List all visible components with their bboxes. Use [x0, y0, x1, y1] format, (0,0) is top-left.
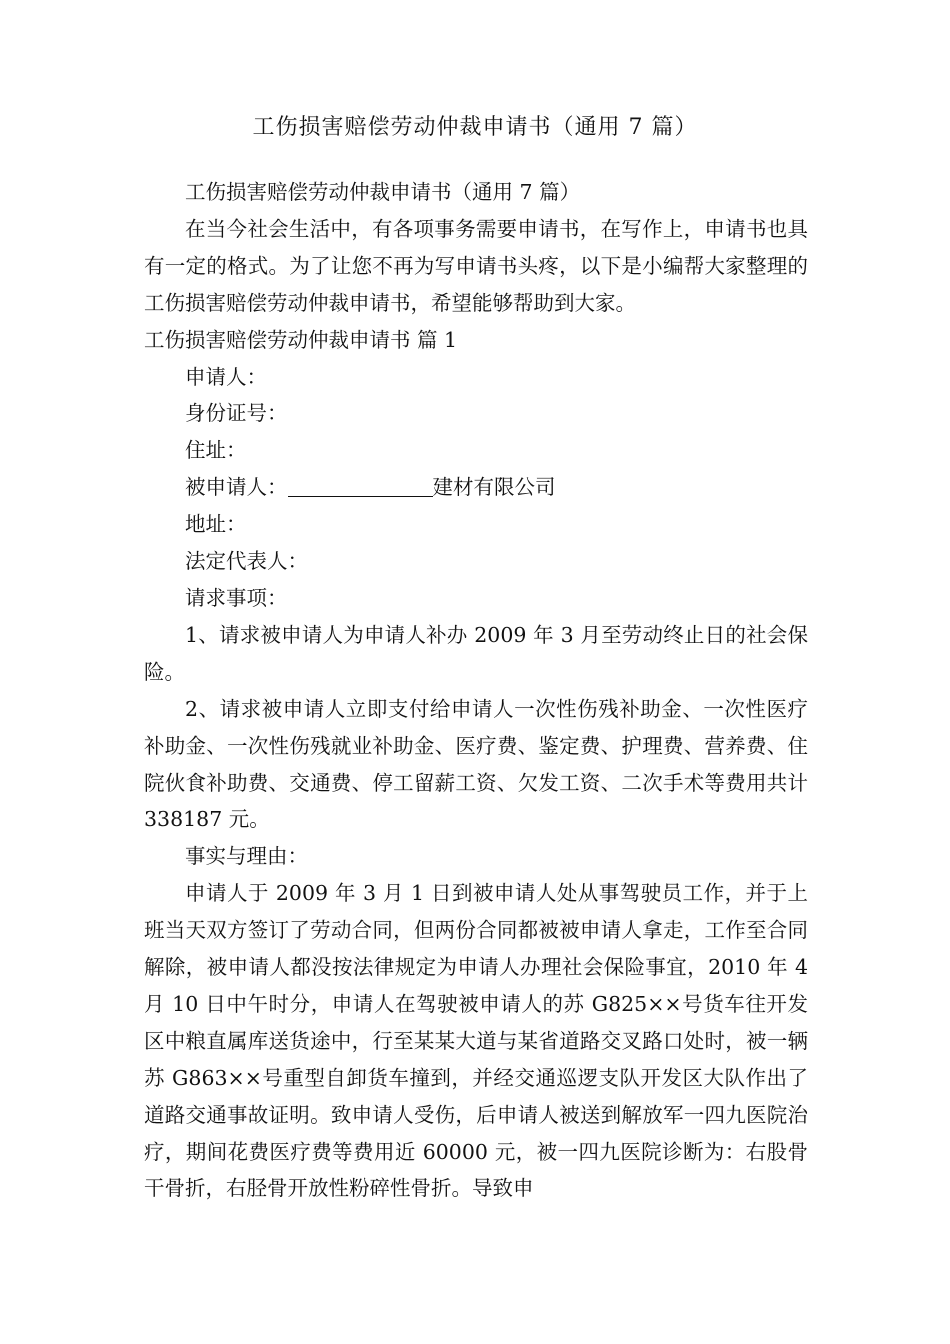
respondent-address-label: 地址：	[185, 512, 247, 537]
request-item-2: 2、请求被申请人立即支付给申请人一次性伤残补助金、一次性医疗补助金、一次性伤残就业补助金、医疗费、鉴定费、护理费、营养费、住院伙食补助费、交通费、停工留薪工资、欠发工资、二次手术等费用共计 338187 元。	[144, 696, 808, 832]
requests-label: 请求事项：	[185, 585, 288, 610]
address-label: 住址：	[185, 438, 247, 463]
respondent-label: 被申请人：	[185, 475, 288, 500]
legal-representative-label: 法定代表人：	[185, 549, 308, 574]
respondent-company: 建材有限公司	[432, 475, 556, 500]
facts-paragraph: 申请人于 2009 年 3 月 1 日到被申请人处从事驾驶员工作，并于上班当天双方签订了劳动合同，但两份合同都被被申请人拿走，工作至合同解除，被申请人都没按法律规定为申请人办理社会保险事宜，2010 年 4 月 10 日中午时分，申请人在驾驶被申请人的苏 G825××号货车往开发区中粮直属库送货途中，行至某某大道与某省道路交叉路口处时，被一辆苏 G863××号重型自卸货车撞到，并经交通巡逻支队开发区大队作出了道路交通事故证明。致申请人受伤，后申请人被送到解放军一四九医院治疗，期间花费医疗费等费用近 60000 元，被一四九医院诊断为：右股骨干骨折，右胫骨开放性粉碎性骨折。导致申	[144, 881, 808, 1201]
intro-paragraph: 在当今社会生活中，有各项事务需要申请书，在写作上，申请书也具有一定的格式。为了让您不再为写申请书头疼，以下是小编帮大家整理的工伤损害赔偿劳动仲裁申请书，希望能够帮助到大家。	[144, 216, 808, 315]
respondent-line	[144, 469, 808, 506]
document-subtitle: 工伤损害赔偿劳动仲裁申请书（通用 7 篇）	[185, 180, 581, 204]
id-number-label: 身份证号：	[185, 401, 288, 426]
document-body	[144, 174, 808, 1207]
request-item-1: 1、请求被申请人为申请人补办 2009 年 3 月至劳动终止日的社会保险。	[144, 622, 808, 684]
applicant-label: 申请人：	[185, 364, 267, 389]
facts-label: 事实与理由：	[185, 844, 308, 869]
respondent-blank	[288, 474, 433, 497]
document-title: 工伤损害赔偿劳动仲裁申请书（通用 7 篇）	[252, 115, 698, 140]
section-heading: 工伤损害赔偿劳动仲裁申请书 篇 1	[144, 327, 458, 352]
